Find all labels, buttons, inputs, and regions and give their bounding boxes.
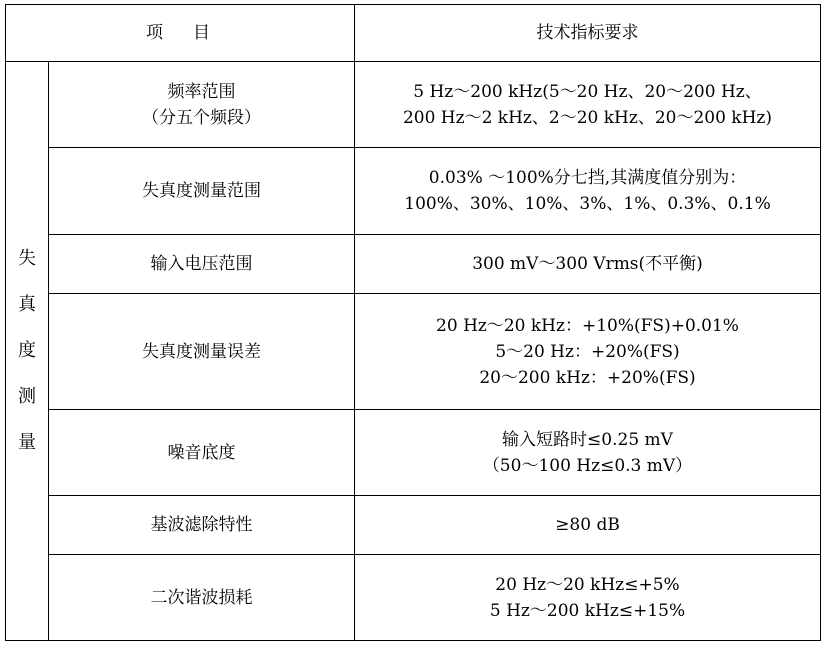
item-text: 基波滤除特性	[150, 515, 253, 535]
table-row	[6, 235, 821, 294]
requirement-text: 输入短路时≤0.25 mV	[502, 429, 673, 450]
item-cell	[49, 294, 355, 410]
table-row	[6, 555, 821, 641]
item-cell	[49, 410, 355, 496]
table-row	[6, 148, 821, 235]
item-text: 失真度测量误差	[142, 341, 261, 362]
header-item: 项目	[6, 5, 355, 62]
requirement-cell	[355, 496, 821, 555]
group-label-char: 真	[18, 294, 36, 315]
table-row	[6, 62, 821, 148]
requirement-cell	[355, 62, 821, 148]
requirement-text: 100%、30%、10%、3%、1%、0.3%、0.1%	[404, 194, 771, 214]
item-text: 失真度测量范围	[142, 181, 261, 201]
spec-table	[5, 4, 821, 641]
item-text: 频率范围	[167, 81, 236, 102]
item-cell	[49, 496, 355, 555]
group-label-char: 测	[18, 386, 36, 407]
requirement-text: 0.03% ～100%分七挡,其满度值分别为：	[428, 168, 747, 188]
item-cell	[49, 235, 355, 294]
requirement-text: 5～20 Hz：+20%(FS)	[495, 341, 680, 362]
requirement-text: 5 Hz～200 kHz(5～20 Hz、20～200 Hz、	[413, 81, 762, 102]
requirement-text: 200 Hz～2 kHz、2～20 kHz、20～200 kHz)	[402, 107, 773, 128]
header-row	[6, 5, 821, 62]
group-label	[6, 62, 49, 641]
group-label-char: 失	[18, 248, 36, 269]
requirement-text: ≥80 dB	[555, 515, 620, 535]
requirement-cell	[355, 235, 821, 294]
spec-table-container	[5, 4, 821, 641]
requirement-text: 20 Hz～20 kHz：+10%(FS)+0.01%	[436, 315, 739, 336]
table-row	[6, 410, 821, 496]
item-cell	[49, 148, 355, 235]
item-text: 二次谐波损耗	[150, 587, 253, 608]
item-cell	[49, 62, 355, 148]
item-cell	[49, 555, 355, 641]
requirement-text: 300 mV～300 Vrms(不平衡)	[472, 254, 703, 274]
header-requirement: 技术指标要求	[355, 5, 821, 62]
requirement-text: （50～100 Hz≤0.3 mV）	[482, 455, 693, 476]
requirement-cell	[355, 410, 821, 496]
requirement-text: 20 Hz～20 kHz≤+5%	[495, 574, 680, 595]
item-text: 噪音底度	[167, 442, 236, 463]
item-text: （分五个频段）	[142, 107, 261, 128]
requirement-text: 20～200 kHz：+20%(FS)	[479, 367, 696, 388]
table-row	[6, 496, 821, 555]
requirement-cell	[355, 148, 821, 235]
group-label-char: 度	[18, 340, 36, 361]
group-label-char: 量	[18, 432, 36, 453]
requirement-cell	[355, 294, 821, 410]
table-row	[6, 294, 821, 410]
item-text: 输入电压范围	[150, 254, 253, 274]
requirement-text: 5 Hz～200 kHz≤+15%	[489, 600, 686, 621]
requirement-cell	[355, 555, 821, 641]
